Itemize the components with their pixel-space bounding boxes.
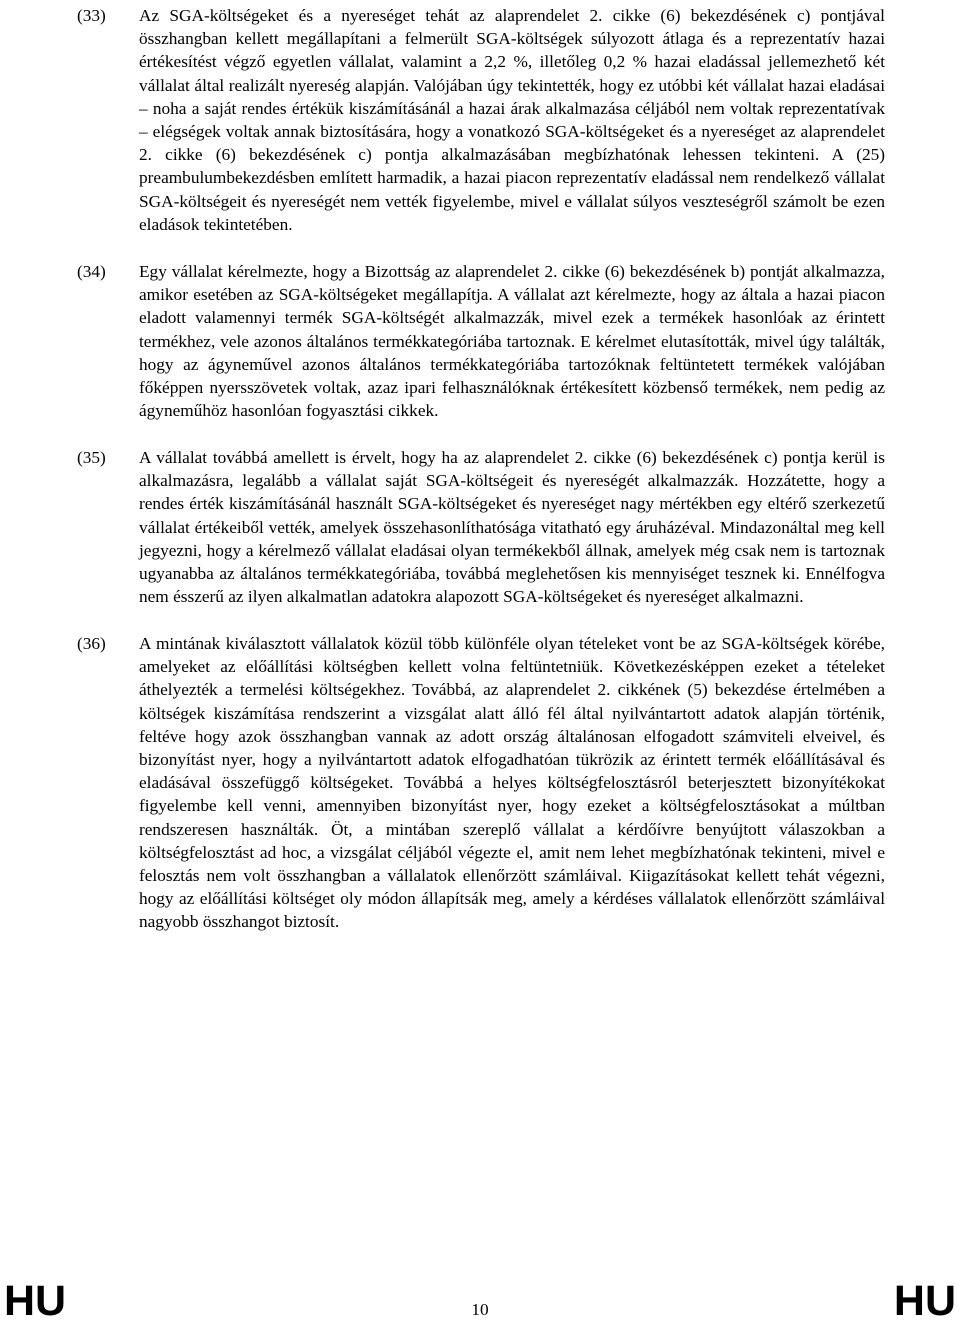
paragraph-text: A vállalat továbbá amellett is érvelt, hogy ha az alaprendelet 2. cikke (6) bekezdésének c) pontja kerül is alkalmazásra, legalább a vállalat saját SGA-költségeit és nyereségét alkalmazzák. Hozzátette, hogy a rendes érték kiszámításánál használt SGA-költségeket és nyereséget nagy mértékben egy eltérő szerkezetű vállalat értékeiből vették, amelyek összehasonlíthatósága vitatható egy áruházéval. Mindazonáltal meg kell jegyezni, hogy a kérelmező vállalat eladásai olyan termékekből állnak, amelyek még csak nem is tartoznak ugyanabba az általános termékkategóriába, továbbá meglehetősen kis mennyiséget tesznek ki. Ennélfogva nem ésszerű az ilyen alkalmatlan adatokra alapozott SGA-költségeket és nyereséget alkalmazni. (139, 448, 885, 607)
paragraph-text: Az SGA-költségeket és a nyereséget tehát az alaprendelet 2. cikke (6) bekezdésének c) pontjával összhangban kellett megállapítani a felmerült SGA-költségek súlyozott átlaga és a reprezentatív hazai értékesítést végző egyetlen vállalat, valamint a 2,2 %, illetőleg 0,2 % hazai eladással jellemezhető két vállalat által realizált nyereség alapján. Valójában úgy tekintették, hogy ez utóbbi két vállalat hazai eladásai – noha a saját rendes értékük kiszámításánál a hazai árak alkalmazása céljából nem voltak reprezentatívak – elégségek voltak annak biztosítására, hogy a vonatkozó SGA-költségeket és a nyereséget az alaprendelet 2. cikke (6) bekezdésének c) pontja alkalmazásában megbízhatónak lehessen tekinteni. A (25) preambulumbekezdésben említett harmadik, a hazai piacon reprezentatív eladással nem rendelkező vállalat SGA-költségeit és nyereségét nem vették figyelembe, mivel e vállalat súlyos veszteségről számolt be ezen eladások tekintetében. (139, 6, 885, 234)
paragraph-34 (0, 260, 960, 422)
paragraph-number: (34) (77, 262, 106, 281)
paragraph-number: (35) (77, 448, 106, 467)
paragraph-36 (0, 632, 960, 934)
paragraph-33 (0, 4, 960, 236)
footer-language-left: HU (4, 1277, 67, 1325)
paragraph-number: (36) (77, 634, 106, 653)
paragraph-number: (33) (77, 6, 106, 25)
footer-language-right: HU (893, 1277, 956, 1325)
paragraph-text: A mintának kiválasztott vállalatok közül több különféle olyan tételeket vont be az SGA-költségek körébe, amelyeket az előállítási költségben kellett volna feltüntetniük. Következésképpen ezeket a tételeket áthelyezték a termelési költségekhez. Továbbá, az alaprendelet 2. cikkének (5) bekezdése értelmében a költségek kiszámítása rendszerint a vizsgálat alatt álló fél által nyilvántartott adatok alapján történik, feltéve hogy azok összhangban vannak az adott ország általánosan elfogadott számviteli elveivel, és bizonyítást nyer, hogy a nyilvántartott adatok elfogadhatóan tükrözik az érintett termék előállításával és eladásával összefüggő költségeket. Továbbá a helyes költségfelosztásról beterjesztett bizonyítékokat figyelembe kell venni, amennyiben bizonyítást nyer, hogy ezeket a költségfelosztásokat a múltban rendszeresen használták. Öt, a mintában szereplő vállalat a kérdőívre benyújtott válaszokban a költségfelosztást ad hoc, a vizsgálat céljából végezte el, amit nem lehet megbízhatónak tekinteni, mivel e felosztás nem volt összhangban a vállalatok ellenőrzött számláival. Kiigazításokat kellett tehát végezni, hogy az előállítási költséget oly módon állapítsák meg, amely a kérdéses vállalatok ellenőrzött számláival nagyobb összhangot biztosít. (139, 634, 885, 932)
page-number: 10 (471, 1300, 489, 1319)
paragraph-35 (0, 446, 960, 608)
paragraph-text: Egy vállalat kérelmezte, hogy a Bizottság az alaprendelet 2. cikke (6) bekezdésének b) pontját alkalmazza, amikor esetében az SGA-költségeket megállapítja. A vállalat azt kérelmezte, hogy az általa a hazai piacon eladott valamennyi termék SGA-költségét alkalmazzák, mivel ezek a termékek hasonlóak az érintett termékhez, vele azonos általános termékkategóriába tartoznak. E kérelmet elutasították, mivel úgy találták, hogy az ágyneművel azonos általános termékkategóriába tartozóknak feltüntetett termékek valójában főképpen nyersszövetek voltak, azaz ipari felhasználóknak értékesített közbenső termékek, nem pedig az ágyneműhöz hasonlóan fogyasztási cikkek. (139, 262, 885, 421)
